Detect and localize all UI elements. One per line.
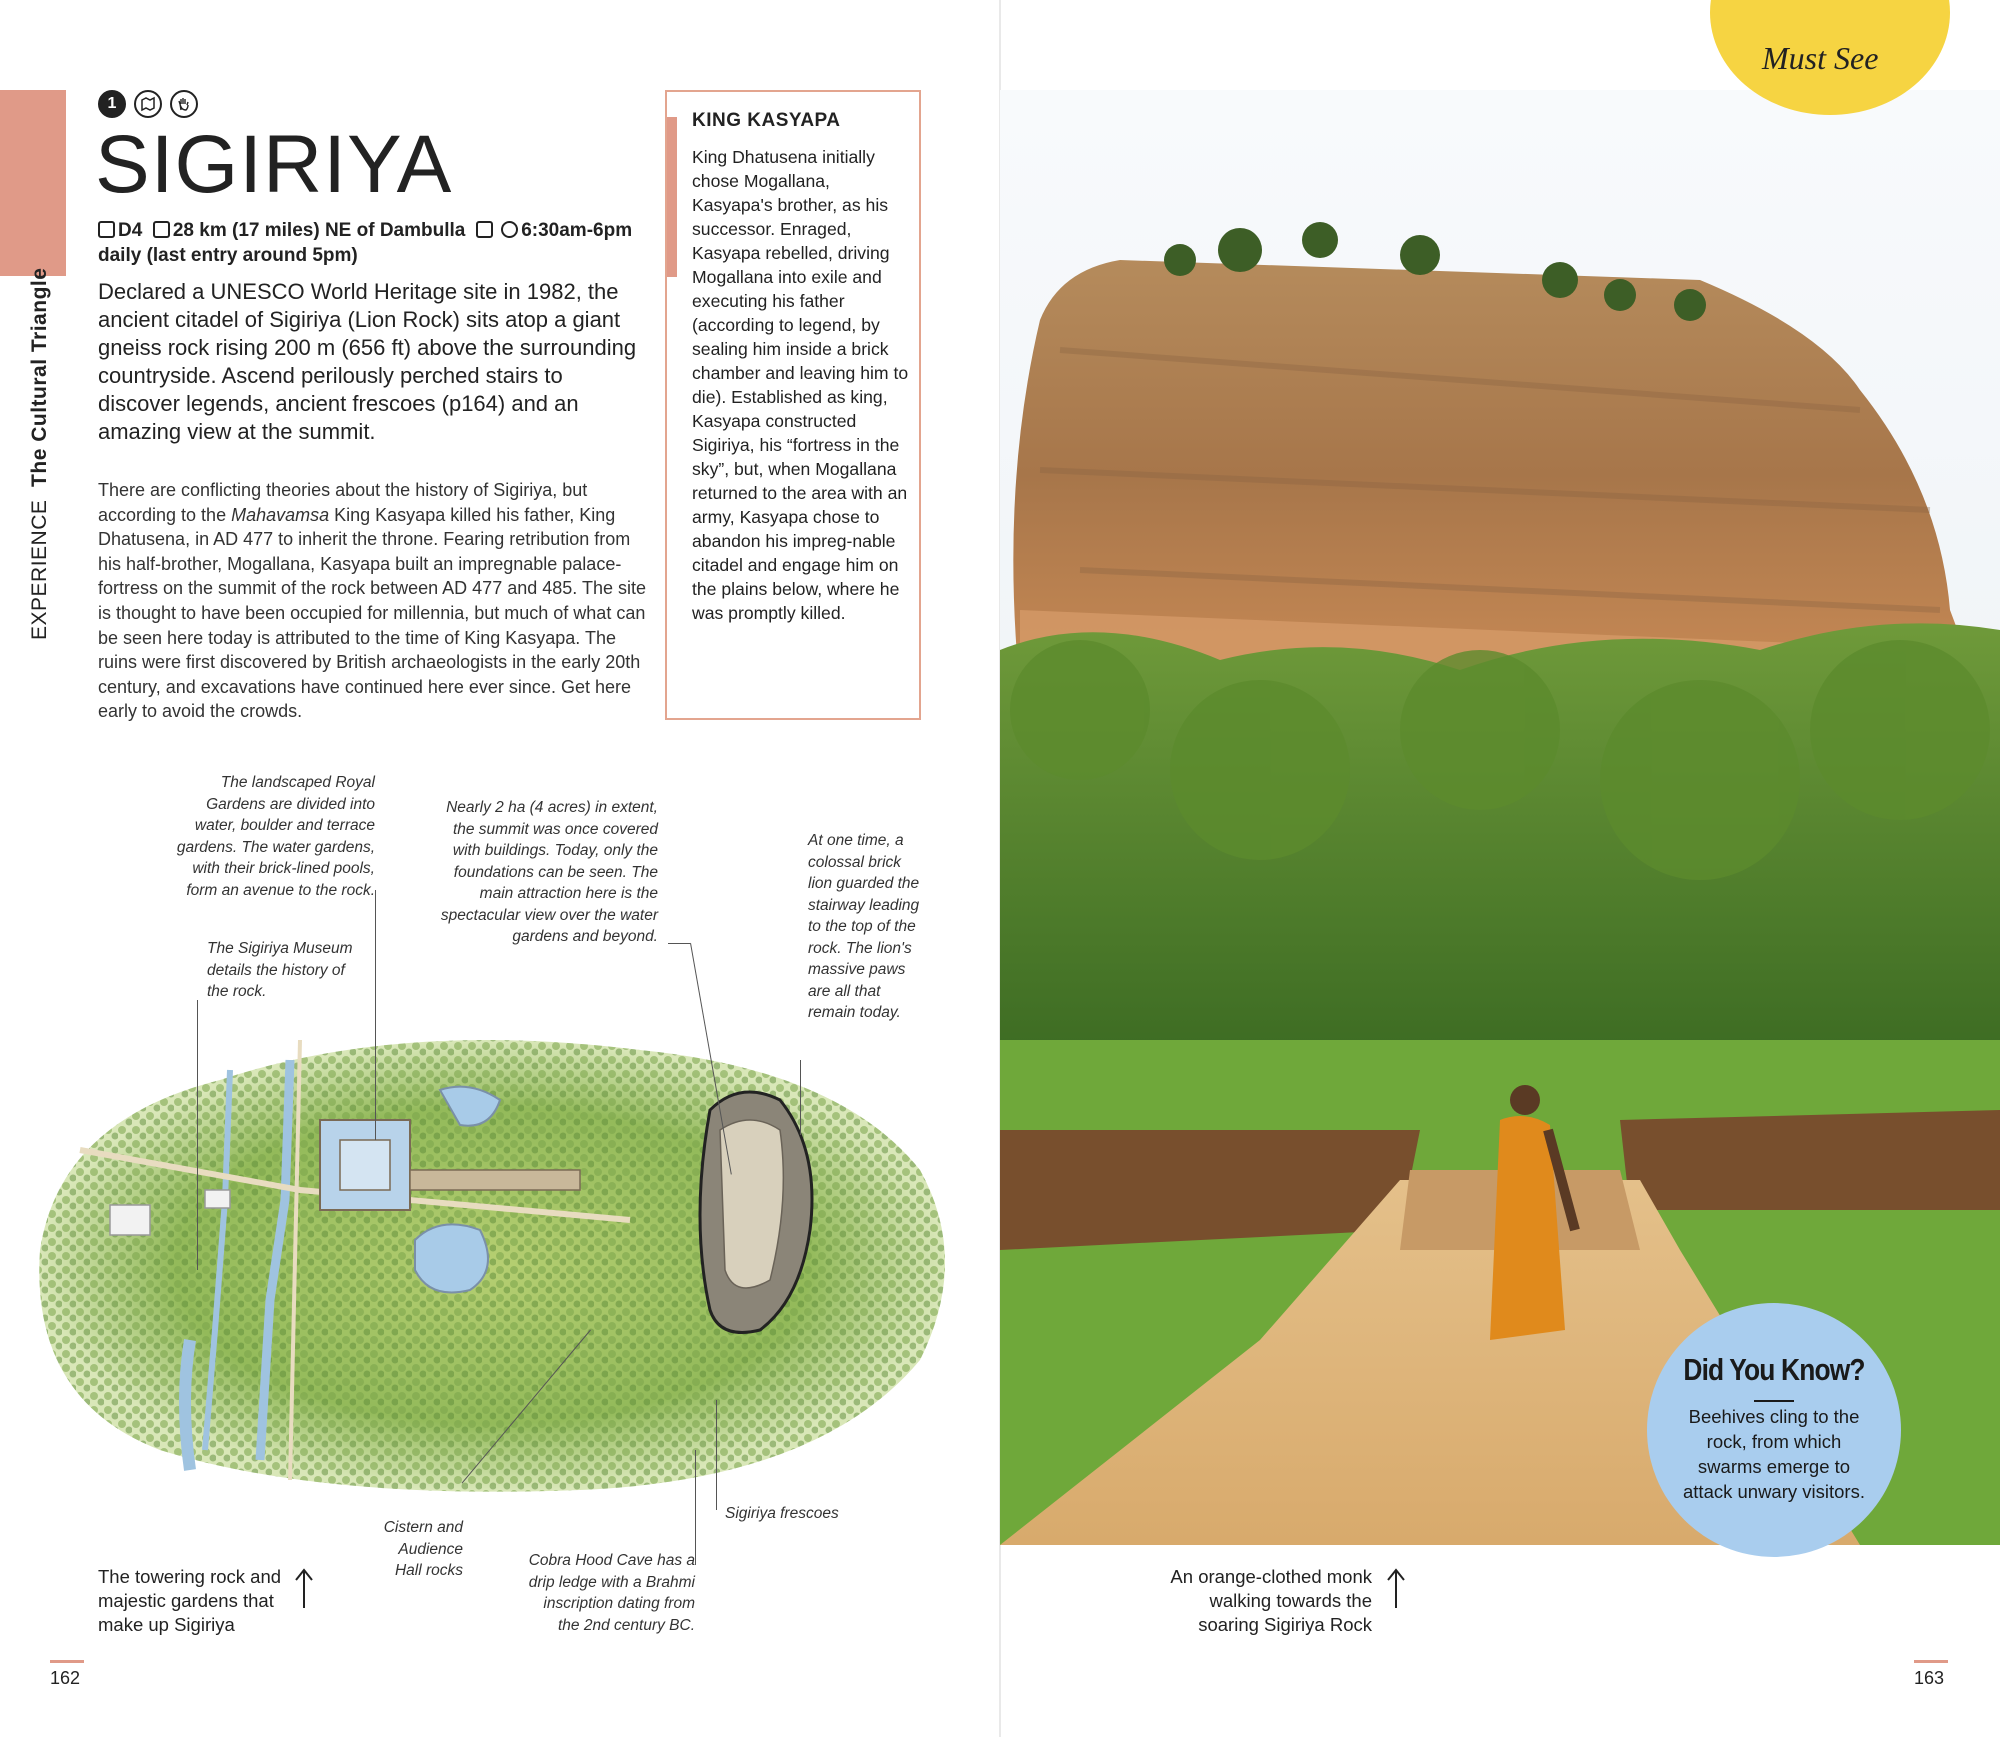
- chapter-tab: [0, 90, 66, 276]
- bus-icon: [476, 221, 493, 238]
- annotation-royal-gardens: The landscaped Royal Gardens are divided into water, boulder and terrace gardens. The water gardens, with their brick-lined pools, form an avenue to the rock.: [176, 774, 375, 899]
- map-icon: [134, 90, 162, 118]
- clock-icon: [501, 221, 518, 238]
- leader-line-lion: [800, 1060, 801, 1135]
- leader-line-gardens: [375, 890, 376, 1140]
- annotation-cobra-hood: Cobra Hood Cave has a drip ledge with a Brahmi inscription dating from the 2nd century BC.: [528, 1552, 695, 1634]
- number-one-icon: [98, 90, 126, 118]
- did-you-know-text: Beehives cling to the rock, from which swarms emerge to attack unwary visitors.: [1683, 1406, 1865, 1502]
- sidebar-text: King Dhatusena initially chose Mogallana, Kasyapa's brother, as his successor. Enraged, Kasyapa rebelled, driving Mogallana into exile and executing his father (according to legend, by sealing him inside a brick chamber and leaving him to die). Established as king, Kasyapa constructed Sigiriya, his “fortress in the sky”, but, when Mogallana returned to the area with an army, Kasyapa chose to abandon his impreg-nable citadel and engage him on the plains below, where he was promptly killed.: [692, 147, 909, 623]
- annotation-lion: At one time, a colossal brick lion guarded the stairway leading to the top of the rock. The lion's massive paws are all that remain today.: [808, 832, 920, 1021]
- page-rule-left: [50, 1660, 84, 1663]
- opening-hours-detail: daily (last entry around 5pm): [98, 245, 358, 266]
- arrow-up-icon: [1386, 1568, 1406, 1608]
- body-text-start: There are conflicting theories about the history of Sigiriya, but according to the: [98, 480, 588, 525]
- right-caption: An orange-clothed monk walking towards the soaring Sigiriya Rock: [1170, 1566, 1372, 1635]
- address-icon: [153, 221, 170, 238]
- annotation-cistern: Cistern and Audience Hall rocks: [383, 1519, 463, 1579]
- grid-ref-icon: [98, 221, 115, 238]
- feature-icons: [98, 90, 198, 122]
- annotation-museum: The Sigiriya Museum details the history of the rock.: [207, 940, 353, 1000]
- annotation-summit: Nearly 2 ha (4 acres) in extent, the summit was once covered with buildings. Today, only the foundations can be seen. The main attraction here is the spectacular view over the water gardens and beyond.: [440, 799, 658, 945]
- must-see-label: Must See: [1762, 40, 1879, 76]
- sigiriya-photo: [1000, 90, 2000, 1545]
- leader-line-cobra: [695, 1450, 696, 1565]
- intro-paragraph: Declared a UNESCO World Heritage site in 1982, the ancient citadel of Sigiriya (Lion Rock) sits atop a giant gneiss rock rising 200 m (656 ft) above the surrounding countryside. Ascend perilously perched stairs to discover legends, ancient frescoes (p164) and an amazing view at the summit.: [98, 279, 637, 444]
- leader-line-frescoes: [716, 1400, 717, 1510]
- body-text-emphasis: Mahavamsa: [231, 504, 330, 525]
- left-caption: The towering rock and majestic gardens that make up Sigiriya: [98, 1566, 282, 1635]
- leader-line-museum: [197, 1000, 198, 1270]
- sidebar-title: KING KASYAPA: [692, 110, 841, 131]
- section-label-prefix: EXPERIENCE: [28, 499, 51, 640]
- arrow-up-icon: [294, 1568, 314, 1608]
- did-you-know-divider: [1754, 1400, 1794, 1402]
- body-paragraph: [98, 478, 646, 724]
- grid-ref: D4: [118, 220, 143, 241]
- opening-hours: 6:30am-6pm: [521, 220, 633, 241]
- icon-number: 1: [107, 95, 117, 112]
- body-text-end: King Kasyapa killed his father, King Dhatusena, in AD 477 to inherit the throne. Fearing retribution from his half-brother, Mogallana, Kasyapa built an impregnable palace-fortress on the summit of the rock between AD 477 and 485. The site is thought to have been occupied for millennia, but much of what can be seen here today is attributed to the time of King Kasyapa. The ruins were first discovered by British archaeologists in the early 20th century, and excavations have continued here ever since. Get here early to avoid the crowds.: [98, 504, 646, 722]
- page-title: SIGIRIYA: [95, 119, 453, 210]
- hand-icon: [170, 90, 198, 118]
- section-label: [28, 267, 64, 640]
- page-number-right: 163: [1914, 1668, 1945, 1688]
- page-number-left: 162: [50, 1668, 81, 1688]
- page-rule-right: [1914, 1660, 1948, 1663]
- did-you-know-title: Did You Know?: [1683, 1352, 1865, 1387]
- section-label-name: The Cultural Triangle: [28, 267, 51, 487]
- practical-info: [98, 218, 648, 268]
- leader-line-summit-h: [668, 943, 690, 944]
- sidebar-accent-bar: [667, 117, 677, 277]
- address: 28 km (17 miles) NE of Dambulla: [172, 220, 466, 241]
- annotation-frescoes: Sigiriya frescoes: [725, 1505, 839, 1522]
